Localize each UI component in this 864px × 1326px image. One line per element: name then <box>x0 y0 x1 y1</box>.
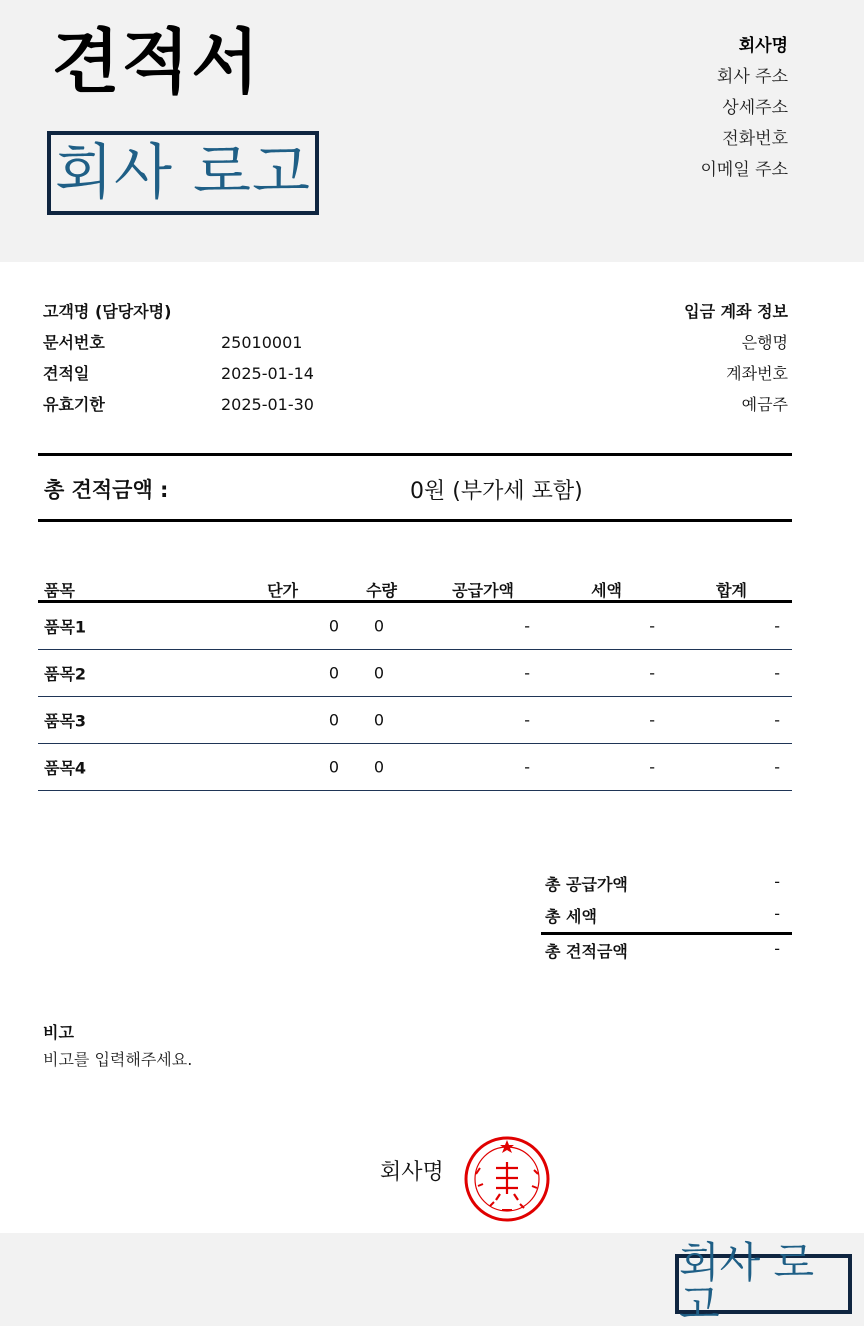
company-logo-text: 회사 로고 <box>55 138 311 208</box>
row-total: - <box>774 710 780 730</box>
customer-name-label: 고객명 (담당자명) <box>43 302 172 321</box>
items-table <box>38 560 792 791</box>
customer-info <box>43 298 314 422</box>
header-total: 합계 <box>716 581 747 600</box>
row-unit-price: 0 <box>328 710 339 730</box>
row-quantity: 0 <box>373 663 384 683</box>
valid-until-label: 유효기한 <box>43 395 105 414</box>
signature-company-name: 회사명 <box>380 1160 444 1185</box>
row-tax: - <box>649 757 655 777</box>
total-amount-value: 0원 (부가세 포함) <box>410 479 583 504</box>
company-logo-placeholder <box>47 131 319 215</box>
bank-name: 은행명 <box>741 333 788 352</box>
header-unit-price: 단가 <box>267 581 298 600</box>
summary-tax-label: 총 세액 <box>545 907 597 926</box>
customer-name-row <box>43 298 314 329</box>
bank-account-holder: 예금주 <box>741 395 788 414</box>
header-supply-amount: 공급가액 <box>452 581 514 600</box>
row-unit-price: 0 <box>328 757 339 777</box>
document-title: 견적서 <box>52 21 261 103</box>
total-amount-band <box>38 453 792 522</box>
summary-supply-row <box>541 868 792 900</box>
header-item: 품목 <box>44 581 75 600</box>
valid-until-value: 2025-01-30 <box>221 395 314 414</box>
header-tax: 세액 <box>591 581 622 600</box>
row-total: - <box>774 663 780 683</box>
row-item-name: 품목2 <box>44 664 87 684</box>
note-text[interactable]: 비고를 입력해주세요. <box>43 1050 193 1069</box>
table-row <box>38 697 792 744</box>
row-quantity: 0 <box>373 757 384 777</box>
company-address-detail: 상세주소 <box>722 98 788 118</box>
summary-supply-label: 총 공급가액 <box>545 875 628 894</box>
company-seal-stamp <box>462 1134 552 1224</box>
table-row <box>38 744 792 791</box>
row-item-name: 품목3 <box>44 711 87 731</box>
summary-supply-value: - <box>774 872 780 891</box>
row-supply-amount: - <box>524 710 530 730</box>
company-phone: 전화번호 <box>722 129 788 149</box>
footer-logo-placeholder <box>675 1238 852 1326</box>
footer-band <box>0 1233 864 1326</box>
table-row <box>38 650 792 697</box>
company-info <box>700 32 788 187</box>
doc-number-row <box>43 329 314 360</box>
summary-total-row <box>541 932 792 964</box>
header-quantity: 수량 <box>366 581 397 600</box>
company-address: 회사 주소 <box>716 67 788 87</box>
summary-tax-value: - <box>774 904 780 923</box>
row-tax: - <box>649 663 655 683</box>
row-tax: - <box>649 616 655 636</box>
items-table-header <box>38 560 792 603</box>
row-unit-price: 0 <box>328 663 339 683</box>
row-supply-amount: - <box>524 616 530 636</box>
quote-date-value: 2025-01-14 <box>221 364 314 383</box>
summary-tax-row <box>541 900 792 932</box>
header-band <box>0 0 864 262</box>
summary-total-value: - <box>774 939 780 958</box>
note-section <box>43 1021 192 1075</box>
row-unit-price: 0 <box>328 616 339 636</box>
row-tax: - <box>649 710 655 730</box>
row-supply-amount: - <box>524 663 530 683</box>
row-total: - <box>774 616 780 636</box>
summary-total-label: 총 견적금액 <box>545 942 628 961</box>
bank-info <box>684 298 788 422</box>
doc-number-value: 25010001 <box>221 333 303 352</box>
quote-date-label: 견적일 <box>43 364 90 383</box>
row-total: - <box>774 757 780 777</box>
total-amount-label: 총 견적금액 : <box>44 478 169 502</box>
company-email: 이메일 주소 <box>700 160 788 180</box>
valid-until-row <box>43 391 314 422</box>
row-quantity: 0 <box>373 710 384 730</box>
quote-date-row <box>43 360 314 391</box>
doc-number-label: 문서번호 <box>43 333 105 352</box>
summary-box <box>541 868 792 964</box>
note-title: 비고 <box>43 1023 74 1042</box>
row-item-name: 품목4 <box>44 758 87 778</box>
company-name: 회사명 <box>738 36 788 56</box>
row-item-name: 품목1 <box>44 617 87 637</box>
row-supply-amount: - <box>524 757 530 777</box>
bank-info-title: 입금 계좌 정보 <box>684 302 788 321</box>
bank-account-number: 계좌번호 <box>726 364 788 383</box>
table-row <box>38 603 792 650</box>
footer-logo-text: 회사 로고 <box>679 1238 815 1326</box>
row-quantity: 0 <box>373 616 384 636</box>
